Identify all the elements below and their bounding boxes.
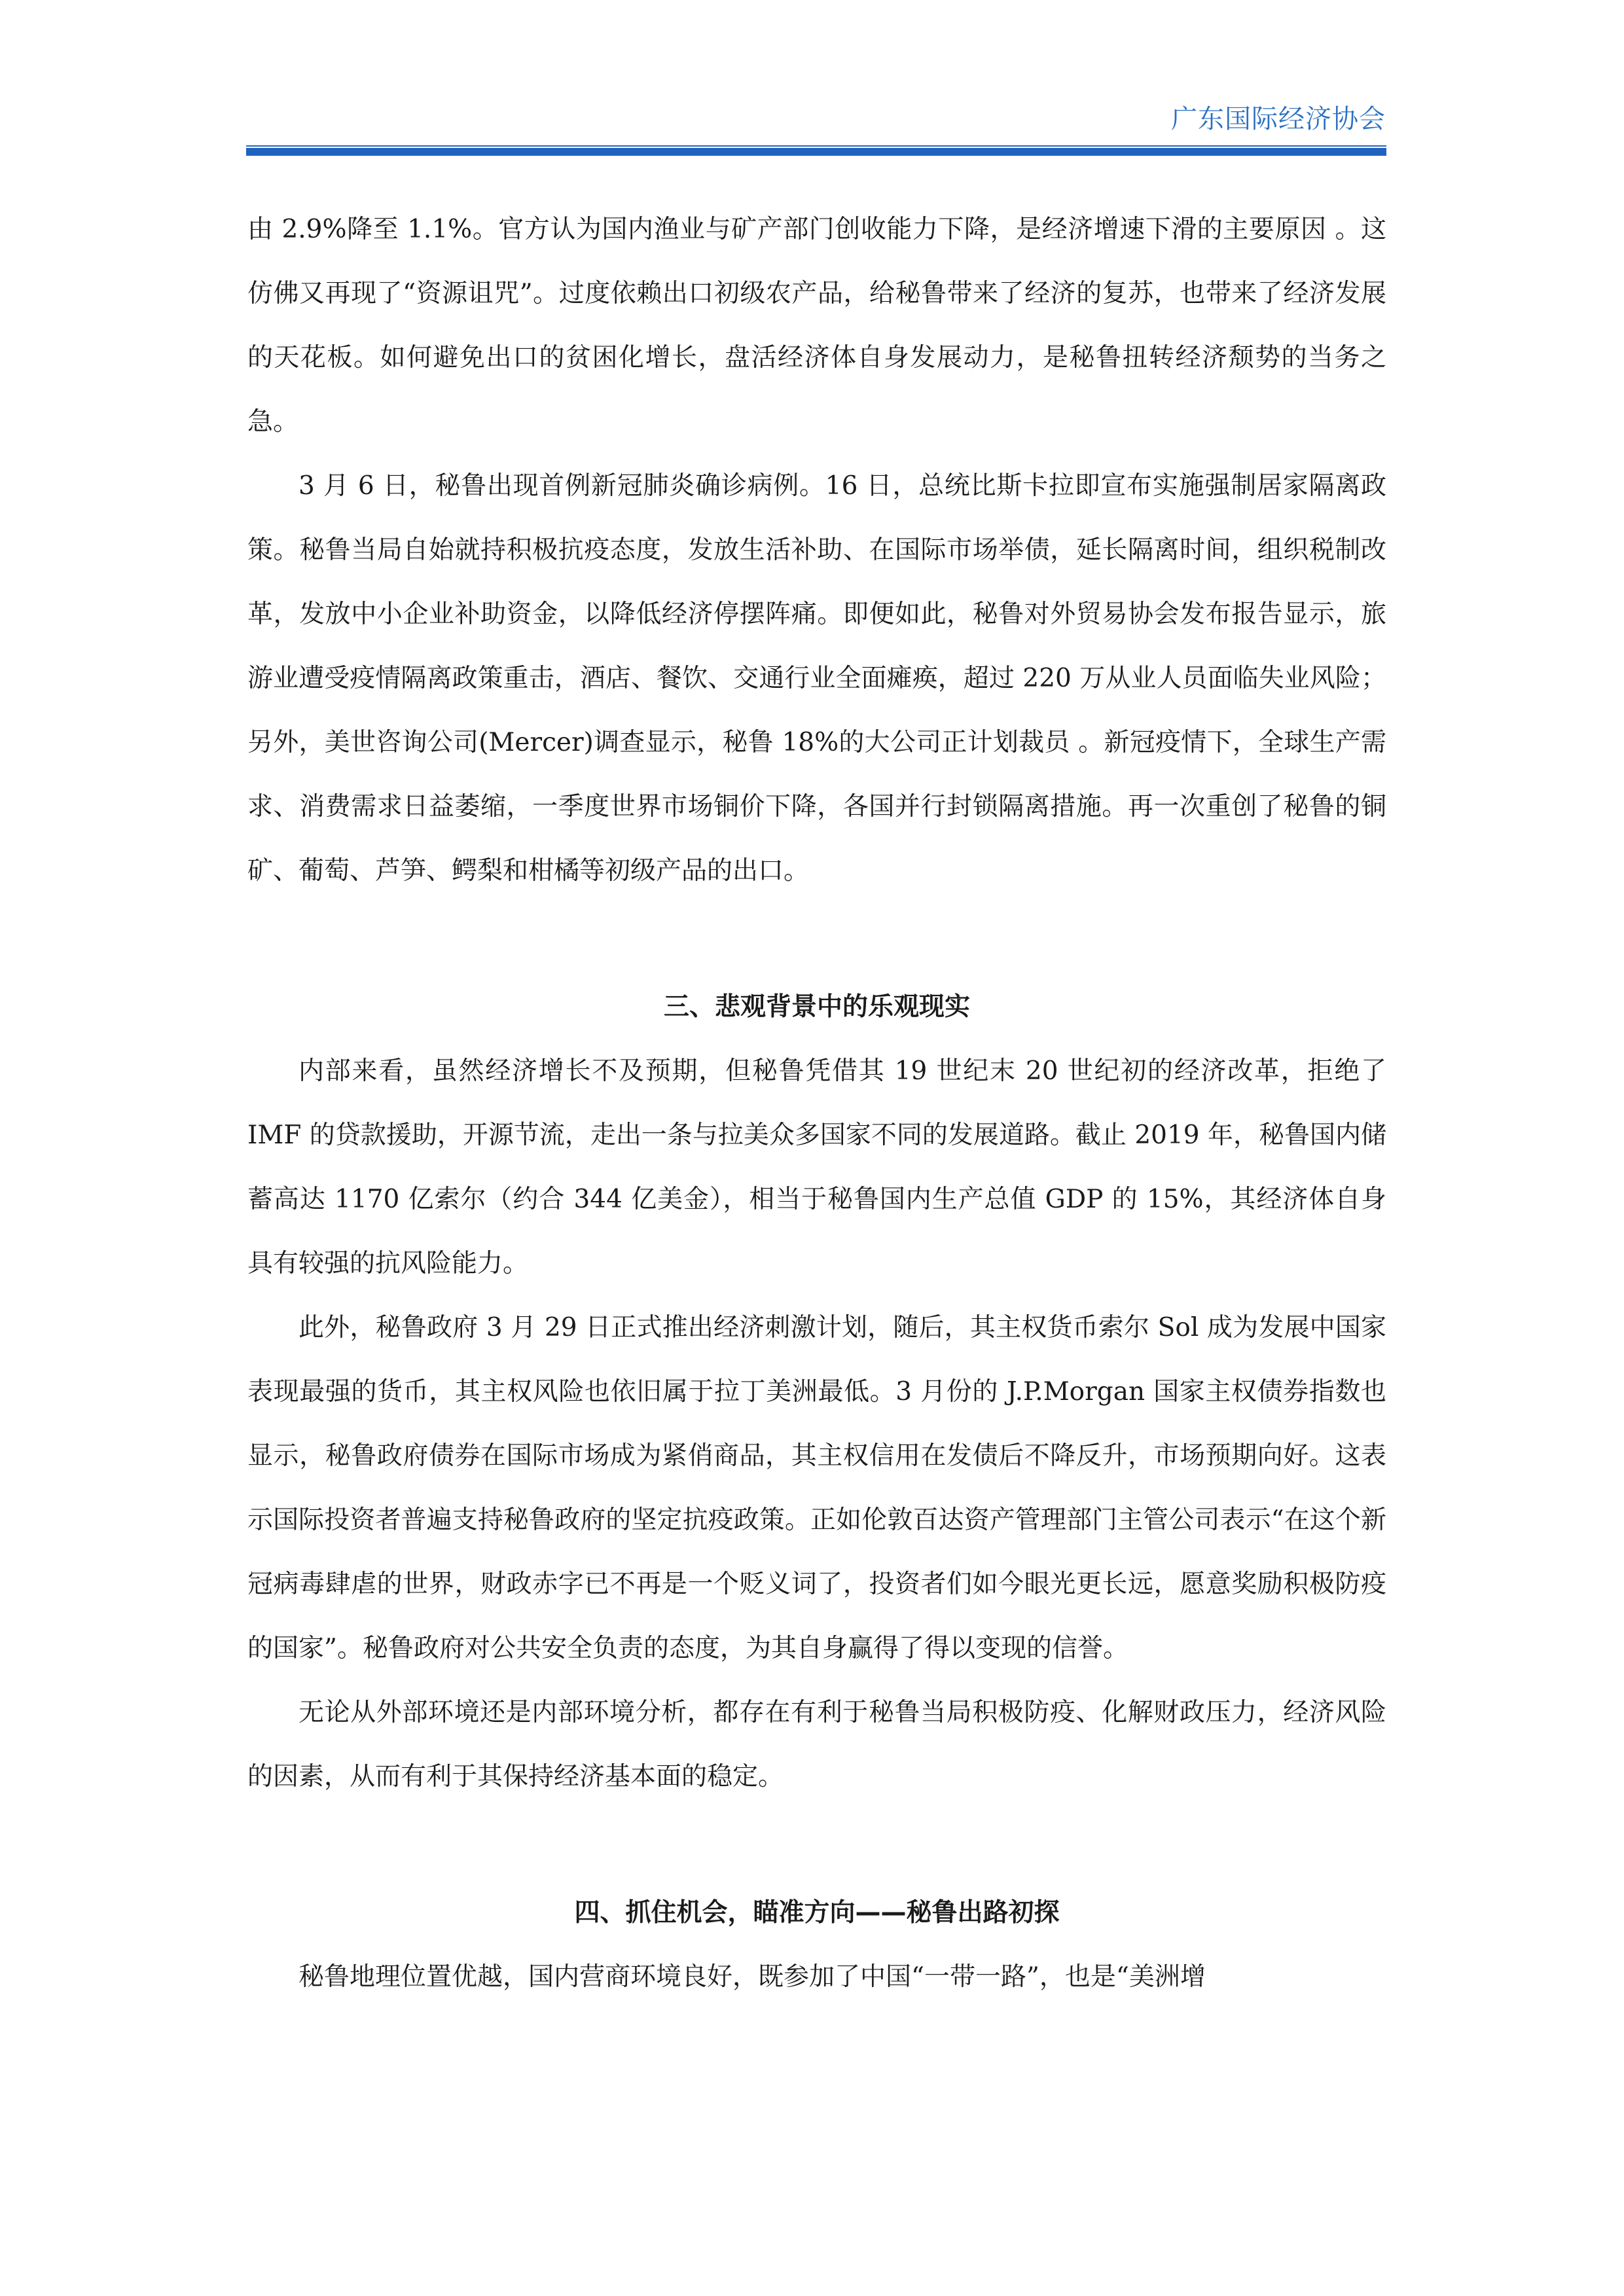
paragraph: 此外，秘鲁政府 3 月 29 日正式推出经济刺激计划，随后，其主权货币索尔 Sol 成为发展中国家表现最强的货币，其主权风险也依旧属于拉丁美洲最低。3 月份的 J.P.Morgan 国家主权债券指数也显示，秘鲁政府债券在国际市场成为紧俏商品，其主权信用在发债后不降反升，市场预期向好。这表示国际投资者普遍支持秘鲁政府的坚定抗疫政策。正如伦敦百达资产管理部门主管公司表示“在这个新冠病毒肆虐的世界，财政赤字已不再是一个贬义词了，投资者们如今眼光更长远，愿意奖励积极防疫的国家”。秘鲁政府对公共安全负责的态度，为其自身赢得了得以变现的信誉。 — [247, 1313, 1386, 1663]
header-rule — [246, 148, 1386, 156]
section-heading: 三、悲观背景中的乐观现实 — [663, 992, 970, 1022]
section-spacer — [247, 1809, 1386, 1881]
section-spacer — [247, 903, 1386, 975]
paragraph: 内部来看，虽然经济增长不及预期，但秘鲁凭借其 19 世纪末 20 世纪初的经济改革，拒绝了 IMF 的贷款援助，开源节流，走出一条与拉美众多国家不同的发展道路。截止 2019 年，秘鲁国内储蓄高达 1170 亿索尔（约合 344 亿美金），相当于秘鲁国内生产总值 GDP 的 15%，其经济体自身具有较强的抗风险能力。 — [247, 1056, 1386, 1278]
document-body — [247, 203, 1386, 2009]
paragraph: 无论从外部环境还是内部环境分析，都存在有利于秘鲁当局积极防疫、化解财政压力，经济风险的因素，从而有利于其保持经济基本面的稳定。 — [247, 1698, 1386, 1791]
organization-name: 广东国际经济协会 — [1171, 104, 1386, 134]
section-heading: 四、抓住机会，瞄准方向——秘鲁出路初探 — [574, 1898, 1060, 1928]
paragraph: 秘鲁地理位置优越，国内营商环境良好，既参加了中国“一带一路”，也是“美洲增 — [298, 1962, 1206, 1992]
header-rule-thin — [246, 145, 1386, 147]
paragraph: 3 月 6 日，秘鲁出现首例新冠肺炎确诊病例。16 日，总统比斯卡拉即宣布实施强制居家隔离政策。秘鲁当局自始就持积极抗疫态度，发放生活补助、在国际市场举债，延长隔离时间，组织税制改革，发放中小企业补助资金，以降低经济停摆阵痛。即便如此，秘鲁对外贸易协会发布报告显示，旅游业遭受疫情隔离政策重击，酒店、餐饮、交通行业全面瘫痪，超过 220 万从业人员面临失业风险；另外，美世咨询公司(Mercer)调查显示，秘鲁 18%的大公司正计划裁员 。新冠疫情下，全球生产需求、消费需求日益萎缩，一季度世界市场铜价下降，各国并行封锁隔离措施。再一次重创了秘鲁的铜矿、葡萄、芦笋、鳄梨和柑橘等初级产品的出口。 — [247, 471, 1386, 886]
paragraph: 由 2.9%降至 1.1%。官方认为国内渔业与矿产部门创收能力下降，是经济增速下滑的主要原因 。这仿佛又再现了“资源诅咒”。过度依赖出口初级农产品，给秘鲁带来了经济的复苏，也带来了经济发展的天花板。如何避免出口的贫困化增长，盘活经济体自身发展动力，是秘鲁扭转经济颓势的当务之急。 — [247, 215, 1386, 437]
